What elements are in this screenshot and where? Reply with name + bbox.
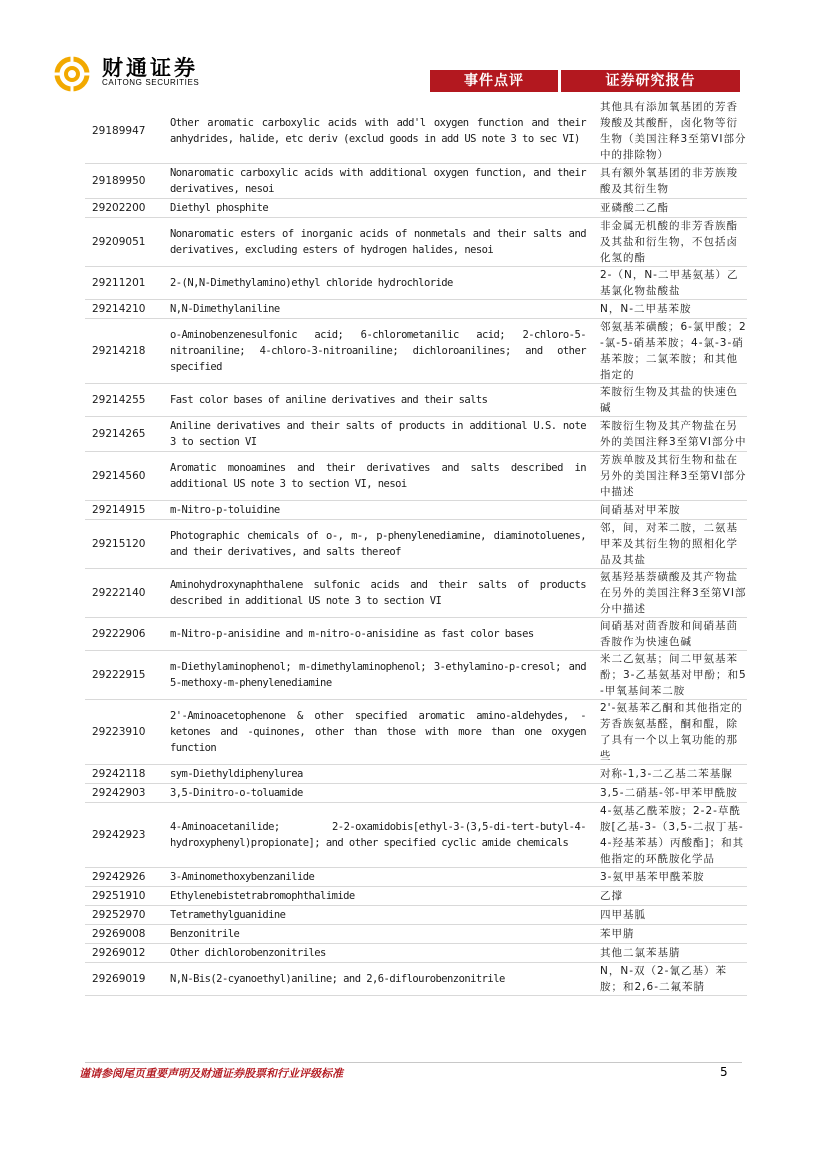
english-description-cell: 4-Aminoacetanilide; 2-2-oxamidobis[ethyl-3-(3,5-di-tert-butyl-4-hydroxyphenyl)propionate]; and other specified cyclic amide chemicals <box>170 803 590 868</box>
table-row <box>85 906 747 925</box>
hts-code-cell: 29251910 <box>85 887 170 906</box>
chinese-description-cell: 邻，间，对苯二胺，二氨基甲苯及其衍生物的照相化学品及其盐 <box>590 520 747 569</box>
chinese-description-cell: 其他具有添加氧基团的芳香羧酸及其酸酐，卤化物等衍生物（美国注释3至第VI部分中的排除物） <box>590 99 747 164</box>
hts-code-cell: 29222915 <box>85 651 170 700</box>
english-description-cell: Aromatic monoamines and their derivatives and salts described in additional US note 3 to section VI, nesoi <box>170 452 590 501</box>
chinese-description-cell: 苯甲腈 <box>590 925 747 944</box>
chinese-description-cell: 具有额外氧基团的非芳族羧酸及其衍生物 <box>590 164 747 199</box>
hts-code-cell: 29214255 <box>85 384 170 417</box>
logo-chinese-name: 财通证券 <box>102 56 198 80</box>
english-description-cell: sym-Diethyldiphenylurea <box>170 765 590 784</box>
english-description-cell: m-Nitro-p-anisidine and m-nitro-o-anisidine as fast color bases <box>170 618 590 651</box>
chinese-description-cell: 邻氨基苯磺酸；6-氯甲酸；2-氯-5-硝基苯胺；4-氯-3-硝基苯胺；二氯苯胺；和其他指定的 <box>590 319 747 384</box>
hts-code-cell: 29202200 <box>85 199 170 218</box>
hts-code-cell: 29222906 <box>85 618 170 651</box>
english-description-cell: Other aromatic carboxylic acids with add'l oxygen function and their anhydrides, halide, etc deriv (exclud goods in add US note 3 to sec VI) <box>170 99 590 164</box>
chinese-description-cell: 亚磷酸二乙酯 <box>590 199 747 218</box>
hts-code-cell: 29222140 <box>85 569 170 618</box>
hts-code-cell: 29242118 <box>85 765 170 784</box>
chinese-description-cell: 2'-氨基苯乙酮和其他指定的芳香族氨基醛，酮和醌，除了具有一个以上氧功能的那些 <box>590 700 747 765</box>
hts-code-cell: 29214915 <box>85 501 170 520</box>
hts-code-cell: 29242903 <box>85 784 170 803</box>
table-row <box>85 267 747 300</box>
chinese-description-cell: 苯胺衍生物及其盐的快速色碱 <box>590 384 747 417</box>
footer-disclaimer: 谨请参阅尾页重要声明及财通证券股票和行业评级标准 <box>79 1067 343 1080</box>
table-row <box>85 944 747 963</box>
hts-code-cell: 29189950 <box>85 164 170 199</box>
table-row <box>85 803 747 868</box>
hts-code-cell: 29252970 <box>85 906 170 925</box>
table-row <box>85 452 747 501</box>
chinese-description-cell: 米二乙氨基；间二甲氨基苯酚；3-乙基氨基对甲酚；和5-甲氧基间苯二胺 <box>590 651 747 700</box>
chinese-description-cell: 氨基羟基萘磺酸及其产物盐在另外的美国注释3至第VI部分中描述 <box>590 569 747 618</box>
hts-code-cell: 29269008 <box>85 925 170 944</box>
table-row <box>85 99 747 164</box>
english-description-cell: Benzonitrile <box>170 925 590 944</box>
english-description-cell: Photographic chemicals of o-, m-, p-phenylenediamine, diaminotoluenes, and their derivatives, and salts thereof <box>170 520 590 569</box>
hts-code-cell: 29214560 <box>85 452 170 501</box>
english-description-cell: Tetramethylguanidine <box>170 906 590 925</box>
table-row <box>85 618 747 651</box>
hts-code-cell: 29214218 <box>85 319 170 384</box>
chinese-description-cell: 对称-1,3-二乙基二苯基脲 <box>590 765 747 784</box>
hts-code-cell: 29189947 <box>85 99 170 164</box>
table-row <box>85 569 747 618</box>
english-description-cell: Aminohydroxynaphthalene sulfonic acids and their salts of products described in additional US note 3 to section VI <box>170 569 590 618</box>
chinese-description-cell: N，N-二甲基苯胺 <box>590 300 747 319</box>
table-row <box>85 868 747 887</box>
english-description-cell: o-Aminobenzenesulfonic acid; 6-chlorometanilic acid; 2-chloro-5-nitroaniline; 4-chloro-3-nitroaniline; dichloroanilines; and other specified <box>170 319 590 384</box>
hts-code-cell: 29269019 <box>85 963 170 996</box>
english-description-cell: N,N-Dimethylaniline <box>170 300 590 319</box>
report-category-label: 证券研究报告 <box>561 70 740 92</box>
english-description-cell: N,N-Bis(2-cyanoethyl)aniline; and 2,6-diflourobenzonitrile <box>170 963 590 996</box>
chinese-description-cell: 4-氨基乙酰苯胺；2-2-草酰胺[乙基-3-（3,5-二叔丁基-4-羟基苯基）丙酸酯]；和其他指定的环酰胺化学品 <box>590 803 747 868</box>
chinese-description-cell: 2-（N，N-二甲基氨基）乙基氯化物盐酸盐 <box>590 267 747 300</box>
english-description-cell: Other dichlorobenzonitriles <box>170 944 590 963</box>
chinese-description-cell: 3,5-二硝基-邻-甲苯甲酰胺 <box>590 784 747 803</box>
chinese-description-cell: N，N-双（2-氰乙基）苯胺；和2,6-二氟苯腈 <box>590 963 747 996</box>
page-number: 5 <box>720 1065 728 1079</box>
table-row <box>85 501 747 520</box>
table-row <box>85 164 747 199</box>
english-description-cell: Aniline derivatives and their salts of products in additional U.S. note 3 to section VI <box>170 417 590 452</box>
english-description-cell: Ethylenebistetrabromophthalimide <box>170 887 590 906</box>
english-description-cell: m-Diethylaminophenol; m-dimethylaminophenol; 3-ethylamino-p-cresol; and 5-methoxy-m-phenylenediamine <box>170 651 590 700</box>
english-description-cell: Fast color bases of aniline derivatives and their salts <box>170 384 590 417</box>
table-row <box>85 963 747 996</box>
table-row <box>85 700 747 765</box>
chinese-description-cell: 四甲基胍 <box>590 906 747 925</box>
tariff-code-table <box>85 99 747 996</box>
hts-code-cell: 29215120 <box>85 520 170 569</box>
chinese-description-cell: 乙撑 <box>590 887 747 906</box>
hts-code-cell: 29214265 <box>85 417 170 452</box>
hts-code-cell: 29242923 <box>85 803 170 868</box>
hts-code-cell: 29211201 <box>85 267 170 300</box>
chinese-description-cell: 间硝基对甲苯胺 <box>590 501 747 520</box>
chinese-description-cell: 苯胺衍生物及其产物盐在另外的美国注释3至第VI部分中 <box>590 417 747 452</box>
table-row <box>85 784 747 803</box>
english-description-cell: Nonaromatic carboxylic acids with additional oxygen function, and their derivatives, nesoi <box>170 164 590 199</box>
hts-code-cell: 29209051 <box>85 218 170 267</box>
table-row <box>85 520 747 569</box>
english-description-cell: 2'-Aminoacetophenone & other specified aromatic amino-aldehydes, -ketones and -quinones, other than those with more than one oxygen function <box>170 700 590 765</box>
table-row <box>85 300 747 319</box>
chinese-description-cell: 芳族单胺及其衍生物和盐在另外的美国注释3至第VI部分中描述 <box>590 452 747 501</box>
english-description-cell: 2-(N,N-Dimethylamino)ethyl chloride hydrochloride <box>170 267 590 300</box>
english-description-cell: 3,5-Dinitro-o-toluamide <box>170 784 590 803</box>
table-row <box>85 925 747 944</box>
logo-english-name: CAITONG SECURITIES <box>102 78 200 87</box>
english-description-cell: m-Nitro-p-toluidine <box>170 501 590 520</box>
chinese-description-cell: 间硝基对茴香胺和间硝基茴香胺作为快速色碱 <box>590 618 747 651</box>
table-row <box>85 887 747 906</box>
logo-mark-icon <box>52 54 96 94</box>
hts-code-cell: 29269012 <box>85 944 170 963</box>
footer-divider <box>85 1062 742 1063</box>
hts-code-cell: 29242926 <box>85 868 170 887</box>
table-row <box>85 199 747 218</box>
table-row <box>85 765 747 784</box>
table-row <box>85 319 747 384</box>
table-row <box>85 384 747 417</box>
chinese-description-cell: 3-氨甲基苯甲酰苯胺 <box>590 868 747 887</box>
table-row <box>85 651 747 700</box>
chinese-description-cell: 其他二氯苯基腈 <box>590 944 747 963</box>
page-header <box>0 0 827 100</box>
table-row <box>85 417 747 452</box>
table-row <box>85 218 747 267</box>
english-description-cell: Nonaromatic esters of inorganic acids of nonmetals and their salts and derivatives, excluding esters of hydrogen halides, nesoi <box>170 218 590 267</box>
english-description-cell: 3-Aminomethoxybenzanilide <box>170 868 590 887</box>
chinese-description-cell: 非金属无机酸的非芳香族酯及其盐和衍生物，不包括卤化氢的酯 <box>590 218 747 267</box>
english-description-cell: Diethyl phosphite <box>170 199 590 218</box>
hts-code-cell: 29214210 <box>85 300 170 319</box>
company-logo <box>52 54 202 94</box>
report-type-label: 事件点评 <box>430 70 558 92</box>
hts-code-cell: 29223910 <box>85 700 170 765</box>
